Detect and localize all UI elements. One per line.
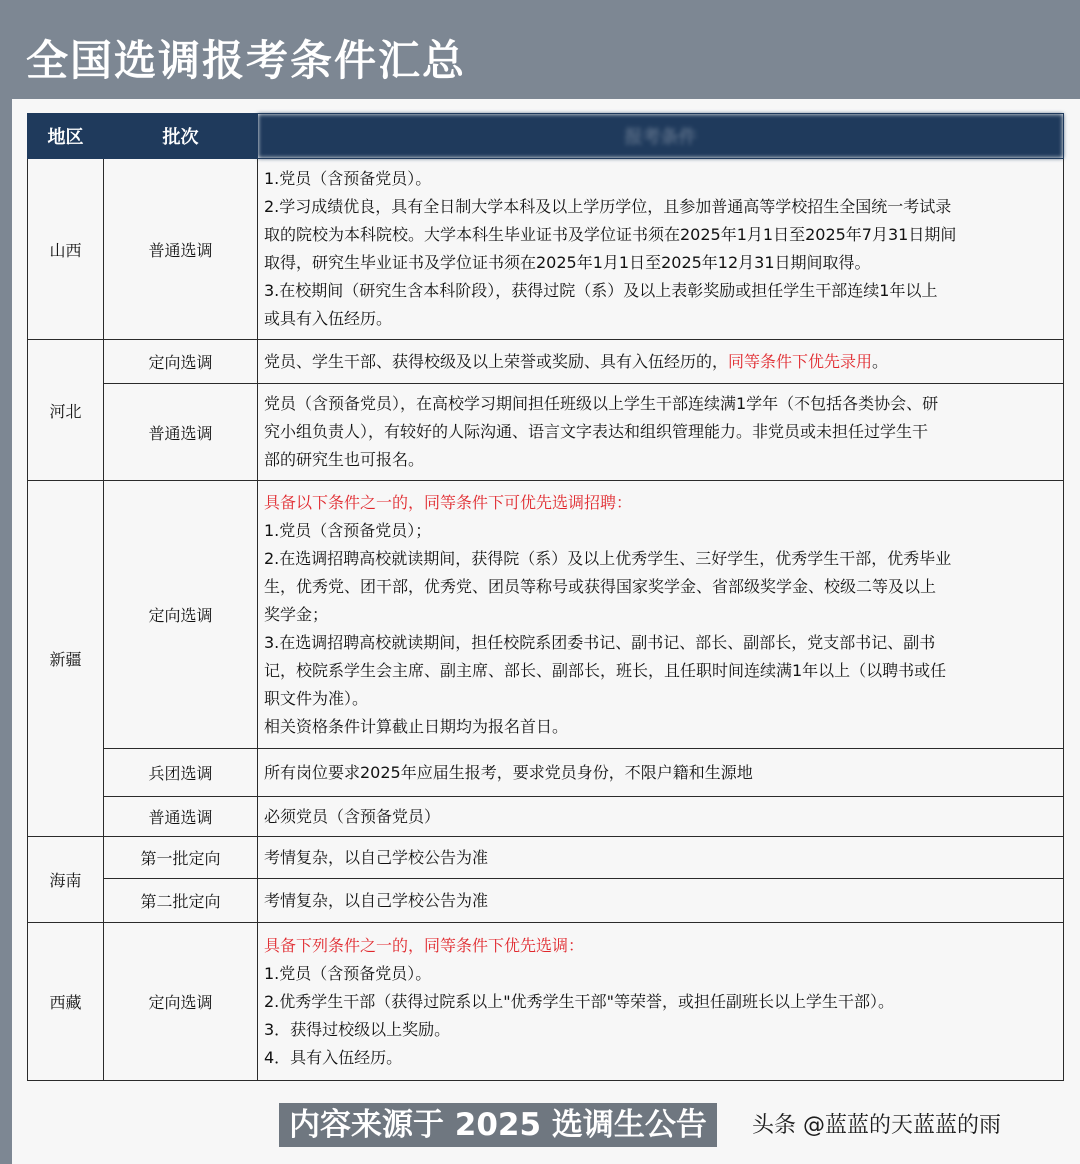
batch-cell: 第一批定向 [104, 837, 258, 879]
author-credit: 头条 @蓝蓝的天蓝蓝的雨 [752, 1113, 1001, 1138]
condition-line: 3.在选调招聘高校就读期间，担任校院系团委书记、副书记、部长、副部长，党支部书记、副书 [264, 632, 936, 652]
batch-cell: 兵团选调 [104, 749, 258, 797]
conditions-cell: 考情复杂，以自己学校公告为准 [258, 879, 1064, 923]
batch-cell: 普通选调 [104, 159, 258, 340]
condition-line: 究小组负责人），有较好的人际沟通、语言文字表达和组织管理能力。非党员或未担任过学生干 [264, 422, 929, 441]
table-row [28, 340, 1064, 384]
batch-cell: 第二批定向 [104, 879, 258, 923]
region-cell: 西藏 [28, 923, 104, 1081]
conditions-cell: 所有岗位要求2025年应届生报考，要求党员身份，不限户籍和生源地 [258, 749, 1064, 797]
condition-line: 职文件为准）。 [264, 688, 369, 708]
conditions-cell [258, 384, 1064, 481]
condition-line: 1.党员（含预备党员）。 [264, 169, 432, 188]
conditions-cell: 必须党员（含预备党员） [258, 797, 1064, 837]
table-row [28, 923, 1064, 1081]
table-row [28, 797, 1064, 837]
table-row [28, 837, 1064, 879]
source-caption: 内容来源于 2025 选调生公告 [279, 1103, 717, 1147]
condition-line: 取得，研究生毕业证书及学位证书须在2025年1月1日至2025年12月31日期间取得。 [264, 253, 871, 272]
batch-cell: 定向选调 [104, 481, 258, 749]
condition-text-end: 。 [872, 351, 889, 371]
batch-cell: 定向选调 [104, 340, 258, 384]
conditions-table [27, 113, 1064, 1081]
priority-note: 具备下列条件之一的，同等条件下优先选调： [264, 935, 585, 955]
condition-line: 3.在校期间（研究生含本科阶段），获得过院（系）及以上表彰奖励或担任学生干部连续1年以上 [264, 281, 938, 300]
table-header-row [28, 114, 1064, 159]
condition-text: 党员、学生干部、获得校级及以上荣誉或奖励、具有入伍经历的， [264, 351, 729, 371]
region-cell: 海南 [28, 837, 104, 923]
page-title: 全国选调报考条件汇总 [26, 36, 467, 85]
batch-cell: 定向选调 [104, 923, 258, 1081]
condition-line: 奖学金； [264, 604, 329, 624]
condition-line: 记，校院系学生会主席、副主席、部长、副部长，班长，且任职时间连续满1年以上（以聘书或任 [264, 660, 947, 680]
conditions-cell [258, 481, 1064, 749]
conditions-cell [258, 340, 1064, 384]
condition-line: 2.学习成绩优良，具有全日制大学本科及以上学历学位，且参加普通高等学校招生全国统一考试录 [264, 197, 952, 216]
condition-line: 1.党员（含预备党员）； [264, 520, 432, 540]
priority-note: 同等条件下优先录用 [728, 351, 873, 371]
table-row [28, 879, 1064, 923]
condition-line: 或具有入伍经历。 [264, 309, 393, 328]
header-conditions: 报考条件 [258, 114, 1064, 159]
condition-line: 相关资格条件计算截止日期均为报名首日。 [264, 716, 569, 736]
condition-line: 2.在选调招聘高校就读期间，获得院（系）及以上优秀学生、三好学生，优秀学生干部，优秀毕业 [264, 548, 952, 568]
table-row [28, 384, 1064, 481]
conditions-cell [258, 923, 1064, 1081]
condition-line: 部的研究生也可报名。 [264, 450, 425, 469]
batch-cell: 普通选调 [104, 797, 258, 837]
condition-line: 2.优秀学生干部（获得过院系以上"优秀学生干部"等荣誉，或担任副班长以上学生干部）。 [264, 991, 894, 1011]
table-row [28, 481, 1064, 749]
condition-line: 生，优秀党、团干部，优秀党、团员等称号或获得国家奖学金、省部级奖学金、校级二等及以上 [264, 576, 937, 596]
table-row [28, 749, 1064, 797]
region-cell: 新疆 [28, 481, 104, 837]
header-batch: 批次 [104, 114, 258, 159]
priority-note: 具备以下条件之一的，同等条件下可优先选调招聘： [264, 492, 633, 512]
region-cell: 河北 [28, 340, 104, 481]
conditions-card [12, 99, 1080, 1164]
region-cell: 山西 [28, 159, 104, 340]
condition-line: 取的院校为本科院校。大学本科生毕业证书及学位证书须在2025年1月1日至2025年7月31日期间 [264, 225, 957, 244]
table-row [28, 159, 1064, 340]
conditions-cell [258, 159, 1064, 340]
condition-line: 1.党员（含预备党员）。 [264, 963, 432, 983]
batch-cell: 普通选调 [104, 384, 258, 481]
condition-line: 党员（含预备党员），在高校学习期间担任班级以上学生干部连续满1学年（不包括各类协会、研 [264, 394, 939, 413]
condition-line: 4．具有入伍经历。 [264, 1047, 403, 1067]
conditions-cell: 考情复杂，以自己学校公告为准 [258, 837, 1064, 879]
condition-line: 3．获得过校级以上奖励。 [264, 1019, 451, 1039]
header-region: 地区 [28, 114, 104, 159]
